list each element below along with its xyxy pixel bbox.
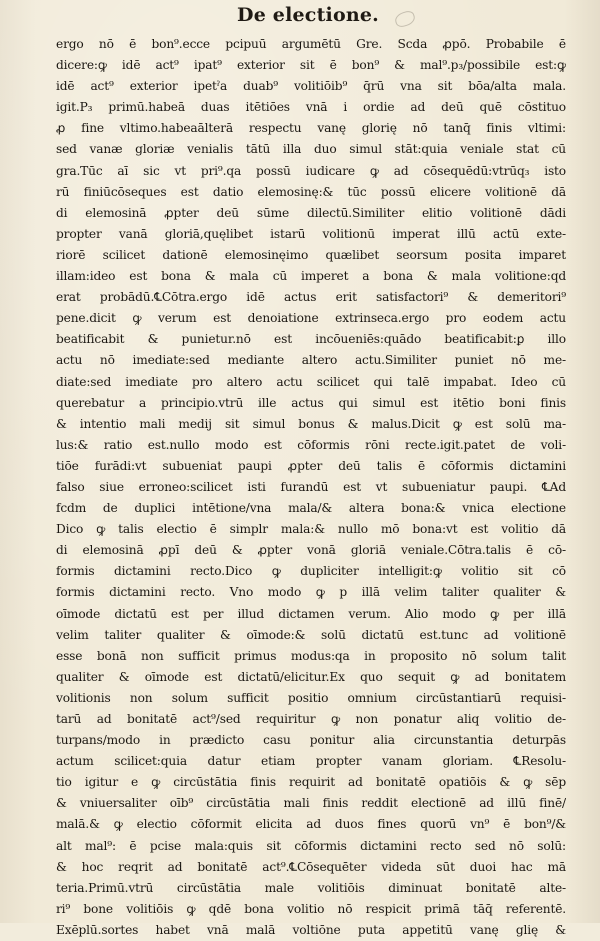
text-line: actu nō imediate:sed mediante altero actu.Similiter puniet nō me-: [56, 353, 566, 368]
text-line: volitionis non solum sufficit positio omnium circūstantiarū requisi-: [56, 690, 566, 705]
text-line: pene.dicit ꝙ verum est denoiatione extrinseca.ergo pro eodem actu: [56, 311, 566, 326]
text-line: lus:& ratio est.nullo modo est cōformis rōni recte.igit.patet de voli-: [56, 437, 566, 452]
text-line: sed vanæ gloriæ venialis tātū illa duo simul stāt:quia veniale stat cū: [56, 142, 566, 157]
text-line: formis dictamini recto. Vno modo ꝙ p illā velim taliter qualiter &: [56, 585, 566, 600]
text-line: tarū ad bonitatē act⁹/sed requiritur ꝙ non ponatur aliq volitio de-: [56, 712, 566, 726]
text-line: qualiter & oīmode est dictatū/elicitur.Ex quo sequit ꝙ ad bonitatem: [56, 669, 566, 684]
text-line: & hoc reqrit ad bonitatē act⁹.℄Cōsequēter videda sūt duoi hac mā: [56, 859, 566, 874]
text-line: falso siue erroneo:scilicet isti furandū est vt subueniatur paupi. ℄Ad: [56, 479, 566, 494]
text-line: formis dictamini recto.Dico ꝙ dupliciter intelligit:ꝙ volitio sit cō: [56, 564, 566, 579]
text-line: ri⁹ bone volitiōis ꝙ qdē bona volitio nō respicit primā tāq̄ referentē.: [56, 901, 566, 916]
text-line: querebatur a principio.vtrū ille actus qui simul est itētio boni finis: [56, 395, 566, 410]
running-heading: [0, 4, 600, 26]
text-line: di elemosinā ꝓpter deū sūme dilectū.Similiter elitio volitionē dādi: [56, 205, 566, 220]
text-line: ergo nō ē bon⁹.ecce pcipuū argumētū Gre. Scda ꝓpō. Probabile ē: [56, 37, 566, 51]
text-block: [56, 34, 566, 941]
text-line: fcdm de duplici intētione/vna mala/& altera bona:& vnica electione: [56, 501, 566, 516]
text-line: esse bonā non sufficit primus modus:qa in proposito nō solum talit: [56, 648, 566, 663]
text-line: Dico ꝙ talis electio ē simplr mala:& nullo mō bona:vt est volitio dā: [56, 522, 566, 537]
text-line: teria.Primū.vtrū circūstātia male volitiōis diminuat bonitatē alte-: [56, 880, 566, 895]
text-line: illam:ideo est bona & mala cū imperet a bona & mala volitione:qd: [56, 269, 566, 284]
text-line: & vniuersaliter oīb⁹ circūstātia mali finis reddit electionē ad illū finē/: [56, 796, 566, 811]
text-line: oīmode dictatū est per illud dictamen verum. Alio modo ꝙ per illā: [56, 606, 566, 621]
text-line: erat probādū.℄Cōtra.ergo idē actus erit satisfactori⁹ & demeritori⁹: [56, 290, 566, 305]
text-line: actum scilicet:quia datur etiam propter vanam gloriam. ℄Resolu-: [56, 754, 566, 769]
running-heading-text: De electione.: [237, 4, 379, 26]
text-line: tiōe furādi:vt subueniat paupi ꝓpter deū talis ē cōformis dictamini: [56, 458, 566, 473]
text-line: gra.Tūc aī sic vt pri⁹.qa possū iudicare ꝙ ad cōsequēdū:vtrūq₃ isto: [56, 163, 566, 178]
text-line: igit.P₃ primū.habeā duas itētiōes vnā i ordie ad deū quē cōstituo: [56, 100, 566, 115]
text-line: Exēplū.sortes habet vnā malā voltiōne puta appetitū vanę glię &: [56, 922, 566, 937]
text-line: malā.& ꝙ electio cōformit elicita ad duos fines quorū vn⁹ ē bon⁹/&: [56, 817, 566, 832]
text-line: velim taliter qualiter & oīmode:& solū dictatū est.tunc ad volitionē: [56, 627, 566, 642]
text-line: ꝓ fine vltimo.habeaālterā respectu vanę glorię nō tanq̄ finis vltimi:: [56, 121, 566, 136]
text-line: dicere:ꝙ idē act⁹ ipat⁹ exterior sit ē bon⁹ & mal⁹.p₃/possibile est:ꝙ: [56, 58, 566, 73]
text-line: tio igitur e ꝙ circūstātia finis requirit ad bonitatē opatiōis & ꝙ sēp: [56, 775, 566, 790]
text-line: rū finiūcōseques est datio elemosinę:& tūc possū elicere volitionē dā: [56, 184, 566, 199]
text-line: riorē scilicet dationē elemosinęimo quælibet seorsum posita imparet: [56, 247, 566, 262]
text-line: propter vanā gloriā,quęlibet istarū volitionū imperat illū actū exte-: [56, 226, 566, 241]
text-line: idē act⁹ exterior ipetˀa duab⁹ volitiōib⁹ q̄rū vna sit bōa/alta mala.: [56, 79, 566, 94]
text-line: beatificabit & punietur.nō est incōueniēs:quādo beatificabit:ꝑ illo: [56, 332, 566, 347]
text-line: di elemosinā ꝓpī deū & ꝓpter vonā gloriā veniale.Cōtra.talis ē cō-: [56, 543, 566, 558]
text-line: alt mal⁹: ē pcise mala:quis sit cōformis dictamini recto sed nō solū:: [56, 838, 566, 853]
text-line: diate:sed imediate pro altero actu scilicet qui talē impabat. Ideo cū: [56, 374, 566, 389]
text-line: & intentio mali medij sit simul bonus & malus.Dicit ꝙ est solū ma-: [56, 416, 566, 431]
text-line: turpans/modo in prædicto casu ponitur alia circunstantia deturpās: [56, 733, 566, 748]
